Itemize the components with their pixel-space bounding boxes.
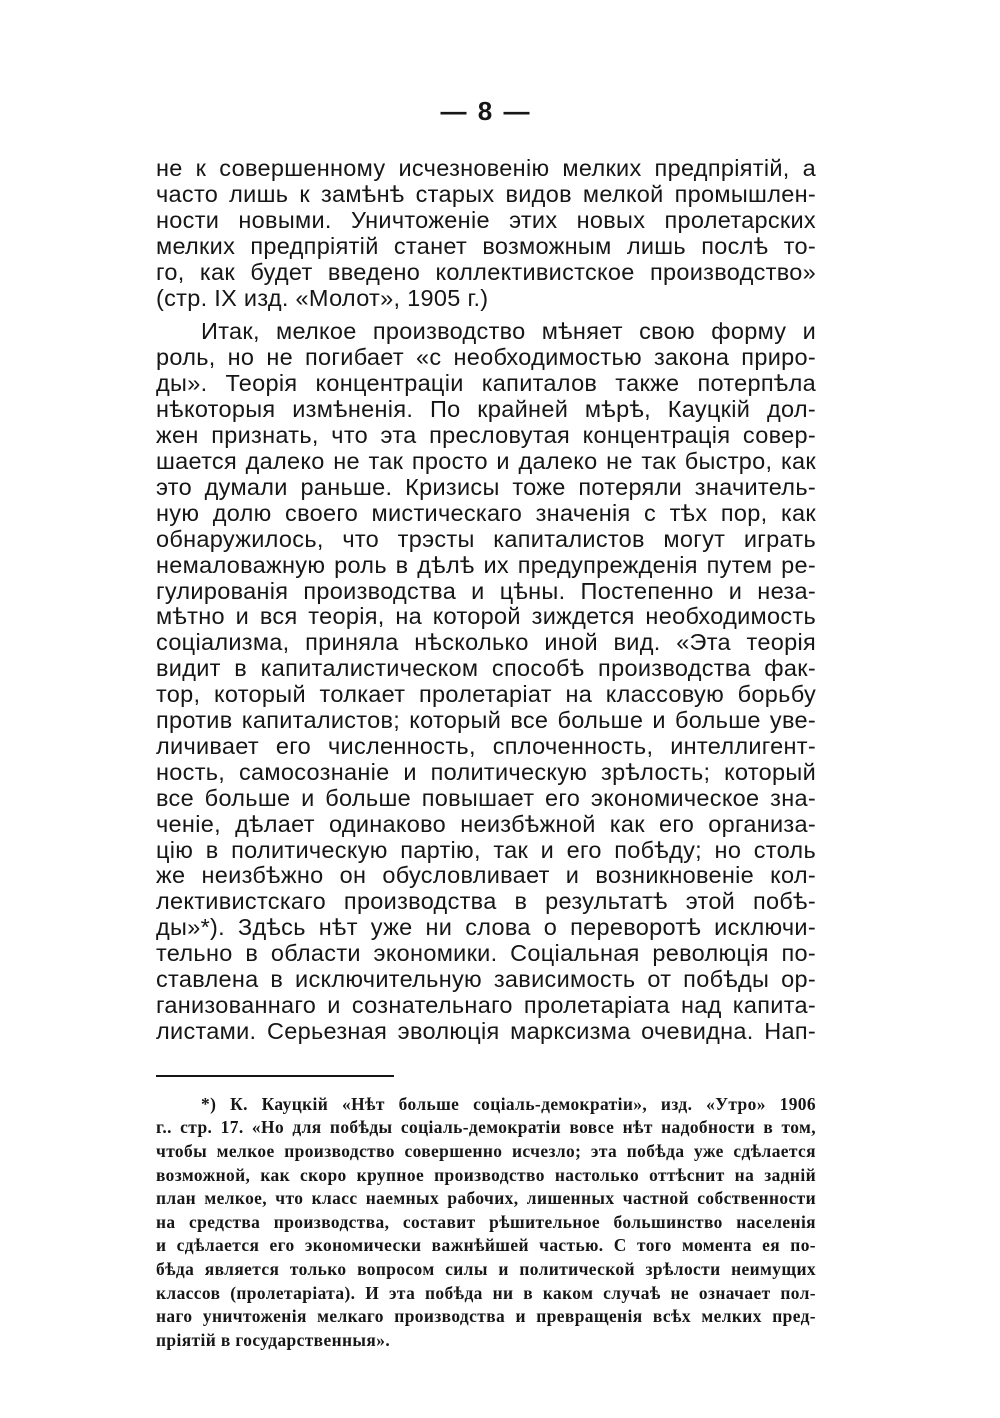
footnote-line: план мелкое, что класс наемных рабочих, лишенных частной собственности	[156, 1188, 816, 1209]
text-line: все больше и больше повышает его экономическое зна-	[156, 784, 816, 811]
text-line: мѣтно и вся теорiя, на которой зиждется необходимость	[156, 603, 816, 630]
footnote-line: бѣда является только вопросом силы и политической зрѣлости неимущих	[156, 1258, 816, 1279]
text-line: нѣкоторыя измѣненiя. По крайней мѣрѣ, Кауцкiй дол-	[156, 396, 816, 423]
text-line: листами. Серьезная эволюцiя марксизма очевидна. Нап-	[156, 1017, 816, 1044]
paragraph-1	[156, 156, 816, 311]
text-line: тор, который толкает пролетарiат на классовую борьбу	[156, 681, 816, 708]
text-line: ность, самосознанiе и политическую зрѣлость; который	[156, 758, 816, 785]
footnote-line: и сдѣлается его экономически важнѣйшей частью. С того момента ея по-	[156, 1235, 816, 1256]
book-page	[156, 96, 816, 1352]
text-line: ганизованнаго и сознательнаго пролетарiата над капита-	[156, 992, 816, 1018]
footnote-line: прiятiй в государственныя».	[156, 1329, 391, 1350]
text-line: ды»*). Здѣсь нѣт уже ни слова о переворотѣ исключи-	[156, 914, 816, 941]
footnote-line: возможной, как скоро крупное производство настолько оттѣснит на заднiй	[156, 1164, 816, 1185]
text-line: роль, но не погибает «с необходимостью закона приро-	[156, 344, 816, 371]
text-line: против капиталистов; который все больше и больше уве-	[156, 707, 816, 734]
text-line: видит в капиталистическом способѣ производства фак-	[156, 655, 816, 682]
text-line: тельно в области экономики. Соцiальная революцiя по-	[156, 940, 816, 967]
footnote-line: на средства производства, составит рѣшительное большинство населенiя	[156, 1211, 816, 1232]
text-line: немаловажную роль в дѣлѣ их предупрежденiя путем ре-	[156, 551, 816, 578]
text-line: ности новыми. Уничтоженiе этих новых пролетарских	[156, 206, 816, 233]
text-line: не к совершенному исчезновенiю мелких предпрiятiй, а	[156, 155, 816, 181]
text-line: ченiе, дѣлает одинаково неизбѣжной как его организа-	[156, 810, 816, 837]
footnote-line: классов (пролетарiата). И эта побѣда ни в каком случаѣ не означает пол-	[156, 1282, 816, 1303]
footnote-line: наго уничтоженiя мелкаго производства и превращенiя всѣх мелких пред-	[156, 1306, 816, 1327]
text-line: го, как будет введено коллективистское производство»	[156, 258, 816, 285]
footnote-divider	[156, 1075, 394, 1077]
text-line: соцiализма, приняла нѣсколько иной вид. «Эта теорiя	[156, 629, 816, 656]
text-line: это думали раньше. Кризисы тоже потеряли значитель-	[156, 473, 816, 500]
text-line: ды». Теорiя концентрацiи капиталов также потерпѣла	[156, 370, 816, 397]
text-line: лективистскаго производства в результатѣ этой побѣ-	[156, 888, 816, 915]
text-line: мелких предпрiятiй станет возможным лишь послѣ то-	[156, 232, 816, 259]
footnote	[156, 1093, 816, 1353]
text-line: обнаружилось, что трэсты капиталистов могут играть	[156, 525, 816, 552]
footnote-line: г.. стр. 17. «Но для побѣды соцiаль-демократiи вовсе нѣт надобности в том,	[156, 1117, 816, 1138]
footnote-line: чтобы мелкое производство совершенно исчезло; эта побѣда уже сдѣлается	[156, 1141, 816, 1161]
text-line: ставлена в исключительную зависимость от побѣды ор-	[156, 966, 816, 993]
body-text	[156, 156, 816, 1045]
text-line: Итак, мелкое производство мѣняет свою форму и	[201, 318, 816, 345]
text-line: же неизбѣжно он обусловливает и возникновенiе кол-	[156, 862, 816, 889]
text-line: гулированiя производства и цѣны. Постепенно и неза-	[156, 577, 816, 604]
text-line: (стр. IX изд. «Молот», 1905 г.)	[156, 284, 489, 311]
text-line: цiю в политическую партiю, так и его побѣду; но столь	[156, 836, 816, 863]
footnote-line: *) К. Кауцкiй «Нѣт больше соцiаль-демократiи», изд. «Утро» 1906	[201, 1093, 816, 1114]
page-number: — 8 —	[440, 96, 532, 126]
paragraph-2	[156, 319, 816, 1044]
text-line: шается далеко не так просто и далеко не так быстро, как	[156, 447, 816, 474]
text-line: личивает его численность, сплоченность, интеллигент-	[156, 732, 816, 759]
text-line: ную долю своего мистическаго значенiя с тѣх пор, как	[156, 499, 816, 526]
text-line: часто лишь к замѣнѣ старых видов мелкой промышлен-	[156, 180, 816, 207]
text-line: жен признать, что эта пресловутая концентрацiя совер-	[156, 422, 816, 449]
